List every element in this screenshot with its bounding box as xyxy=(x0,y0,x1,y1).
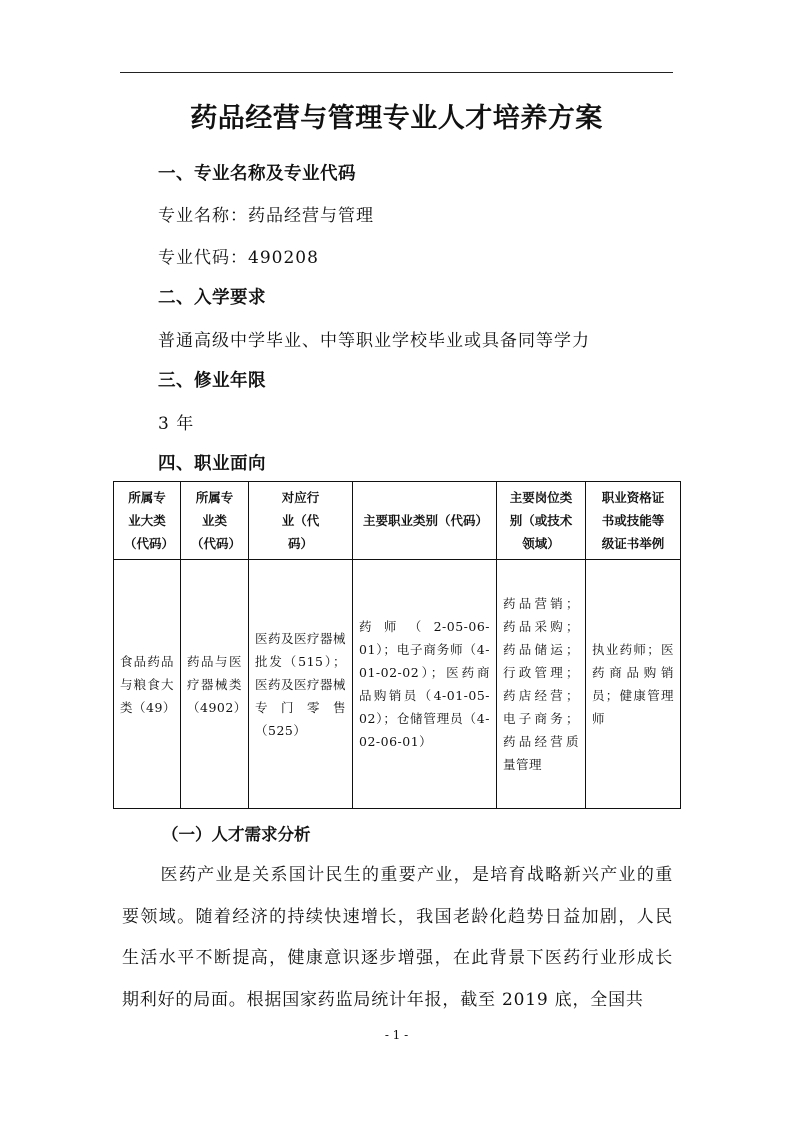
header-cell: 所属专业大类（代码） xyxy=(114,482,181,560)
section-4-heading: 四、职业面向 xyxy=(158,454,266,474)
table-cell: 药品与医疗器械类（4902） xyxy=(181,560,249,809)
career-orientation-table xyxy=(113,481,681,809)
header-cell: 所属专业类（代码） xyxy=(181,482,249,560)
table-cell: 执业药师；医药商品购销员；健康管理师 xyxy=(586,560,681,809)
major-name: 专业名称：药品经营与管理 xyxy=(158,206,374,226)
section-1-heading: 一、专业名称及专业代码 xyxy=(158,164,356,184)
body-paragraph-text: 医药产业是关系国计民生的重要产业，是培育战略新兴产业的重要领域。随着经济的持续快速增长，我国老龄化趋势日益加剧，人民生活水平不断提高，健康意识逐步增强，在此背景下医药行业形成长期利好的局面。根据国家药监局统计年报，截至 2019 底，全国共 xyxy=(122,865,673,1010)
header-rule xyxy=(120,72,673,73)
table-header-row xyxy=(114,482,681,560)
table-row xyxy=(114,560,681,809)
table-cell: 食品药品与粮食大类（49） xyxy=(114,560,181,809)
table-cell: 药师（2-05-06-01）；电子商务师（4-01-02-02）；医药商品购销员（4-01-05-02）；仓储管理员（4-02-06-01） xyxy=(353,560,497,809)
section-3-heading: 三、修业年限 xyxy=(158,371,266,391)
page-number: - 1 - xyxy=(384,1028,409,1042)
table-cell: 医药及医疗器械批发（515）；医药及医疗器械专门零售（525） xyxy=(249,560,353,809)
section-2-heading: 二、入学要求 xyxy=(158,288,266,308)
header-cell: 主要职业类别（代码） xyxy=(353,482,497,560)
subsection-heading: （一）人才需求分析 xyxy=(162,825,311,844)
duration-text: 3 年 xyxy=(158,414,195,434)
header-cell: 职业资格证书或技能等级证书举例 xyxy=(586,482,681,560)
table-cell: 药品营销；药品采购；药品储运；行政管理；药店经营；电子商务；药品经营质量管理 xyxy=(497,560,586,809)
document-title: 药品经营与管理专业人才培养方案 xyxy=(190,103,603,134)
header-cell: 主要岗位类别（或技术领域） xyxy=(497,482,586,560)
header-cell: 对应行业（代码） xyxy=(249,482,353,560)
body-paragraph xyxy=(122,855,673,1021)
admission-text: 普通高级中学毕业、中等职业学校毕业或具备同等学力 xyxy=(158,331,590,351)
major-code: 专业代码：490208 xyxy=(158,248,319,268)
